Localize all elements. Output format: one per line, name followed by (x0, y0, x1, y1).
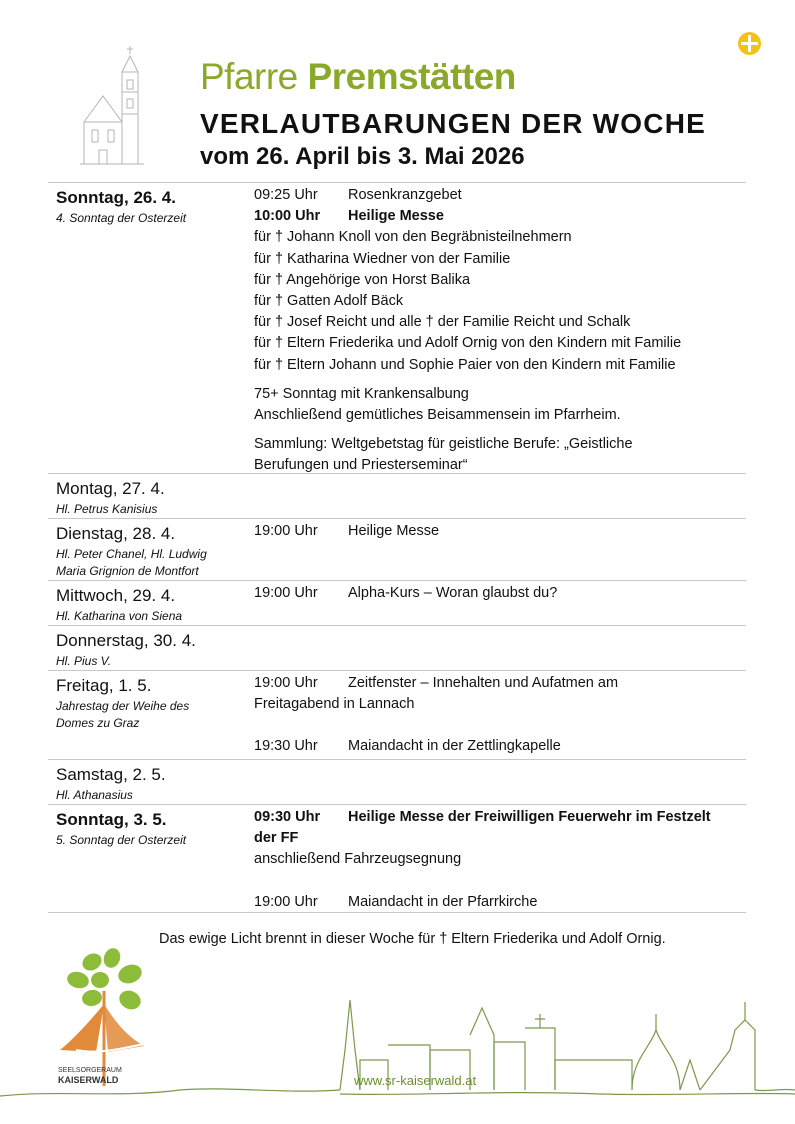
event (254, 673, 746, 694)
page-title: VERLAUTBARUNGEN DER WOCHE (200, 108, 706, 139)
day-name: Dienstag, 28. 4. (56, 524, 176, 543)
event-time: 19:00 Uhr (254, 523, 318, 539)
event-title: Maiandacht in der Zettlingkapelle (348, 738, 561, 755)
day-name: Freitag, 1. 5. (56, 676, 152, 695)
parish-title: Pfarre Premstätten (200, 56, 516, 97)
intention-line: für † Gatten Adolf Bäck (254, 293, 404, 310)
day-row-friday (48, 671, 746, 760)
event-title: Heilige Messe (348, 523, 440, 539)
website-link[interactable]: www.sr-kaiserwald.at (354, 1073, 477, 1088)
intention-line: für † Eltern Johann und Sophie Paier von den Kindern mit Familie (254, 356, 676, 373)
svg-text:SEELSORGERAUM: SEELSORGERAUM (58, 1067, 122, 1074)
day-name: Samstag, 2. 5. (56, 765, 166, 784)
event (254, 185, 746, 206)
event (254, 521, 746, 542)
event-time: 19:00 Uhr (254, 585, 318, 601)
day-subtitle: Jahrestag der Weihe des Domes zu Graz (56, 699, 190, 730)
event (254, 807, 746, 828)
intention-line: für † Eltern Friederika und Adolf Ornig von den Kindern mit Familie (254, 335, 682, 352)
event-time: 19:00 Uhr (254, 675, 318, 691)
day-subtitle: Hl. Peter Chanel, Hl. Ludwig Maria Grignion de Montfort (56, 547, 207, 578)
event-time: 19:30 Uhr (254, 738, 318, 755)
event (254, 583, 746, 604)
event-time: 10:00 Uhr (254, 208, 321, 225)
day-name: Mittwoch, 29. 4. (56, 586, 176, 605)
event (254, 206, 746, 227)
event-note: anschließend Fahrzeugsegnung (254, 851, 462, 868)
day-row-thursday (48, 626, 746, 671)
event-title: Rosenkranzgebet (348, 187, 462, 203)
intention-line: für † Johann Knoll von den Begräbnisteilnehmern (254, 229, 572, 246)
event (254, 736, 746, 757)
day-name: Montag, 27. 4. (56, 479, 165, 498)
intention-line: für † Angehörige von Horst Balika (254, 271, 471, 288)
day-subtitle: Hl. Pius V. (56, 654, 112, 668)
date-range: vom 26. April bis 3. Mai 2026 (200, 143, 525, 170)
event-title: Zeitfenster – Innehalten und Aufatmen am (348, 675, 619, 691)
event (254, 892, 746, 913)
svg-text:KAISERWALD: KAISERWALD (58, 1075, 119, 1085)
day-subtitle: 5. Sonntag der Osterzeit (56, 833, 187, 847)
day-row-sunday-3 (48, 805, 746, 913)
intention-line: für † Katharina Wiedner von der Familie (254, 250, 511, 267)
event-title: Alpha-Kurs – Woran glaubst du? (348, 585, 558, 601)
event-title-continued: Freitagabend in Lannach (254, 696, 415, 713)
church-tower-icon (78, 44, 148, 166)
day-subtitle: Hl. Athanasius (56, 788, 133, 802)
event-time: 19:00 Uhr (254, 893, 318, 910)
weekly-schedule (48, 182, 746, 913)
intention-line: für † Josef Reicht und alle † der Familie Reicht und Schalk (254, 314, 631, 331)
day-subtitle: Hl. Katharina von Siena (56, 609, 183, 623)
day-row-wednesday (48, 581, 746, 626)
event-title-continued: der FF (254, 830, 299, 847)
note-line: Sammlung: Weltgebetstag für geistliche Berufe: „Geistliche (254, 436, 633, 453)
day-row-tuesday (48, 519, 746, 581)
note-line: Berufungen und Priesterseminar“ (254, 457, 468, 474)
day-row-sunday-26 (48, 183, 746, 474)
event-title: Heilige Messe der Freiwilligen Feuerwehr im Festzelt (348, 809, 711, 825)
skyline-illustration (0, 990, 795, 1124)
day-subtitle: 4. Sonntag der Osterzeit (56, 211, 187, 225)
event-title: Heilige Messe (348, 208, 444, 225)
day-subtitle: Hl. Petrus Kanisius (56, 502, 158, 516)
day-row-monday (48, 474, 746, 519)
event-title: Maiandacht in der Pfarrkirche (348, 893, 538, 910)
day-name: Donnerstag, 30. 4. (56, 631, 196, 650)
day-name: Sonntag, 26. 4. (56, 188, 176, 207)
day-name: Sonntag, 3. 5. (56, 810, 167, 829)
event-time: 09:25 Uhr (254, 187, 318, 203)
note-line: 75+ Sonntag mit Krankensalbung (254, 385, 469, 402)
cross-logo-icon (737, 31, 762, 56)
event-time: 09:30 Uhr (254, 809, 321, 825)
day-row-saturday (48, 760, 746, 805)
note-line: Anschließend gemütliches Beisammensein im Pfarrheim. (254, 407, 621, 424)
eternal-light-notice: Das ewige Licht brennt in dieser Woche für † Eltern Friederika und Adolf Ornig. (159, 931, 666, 947)
